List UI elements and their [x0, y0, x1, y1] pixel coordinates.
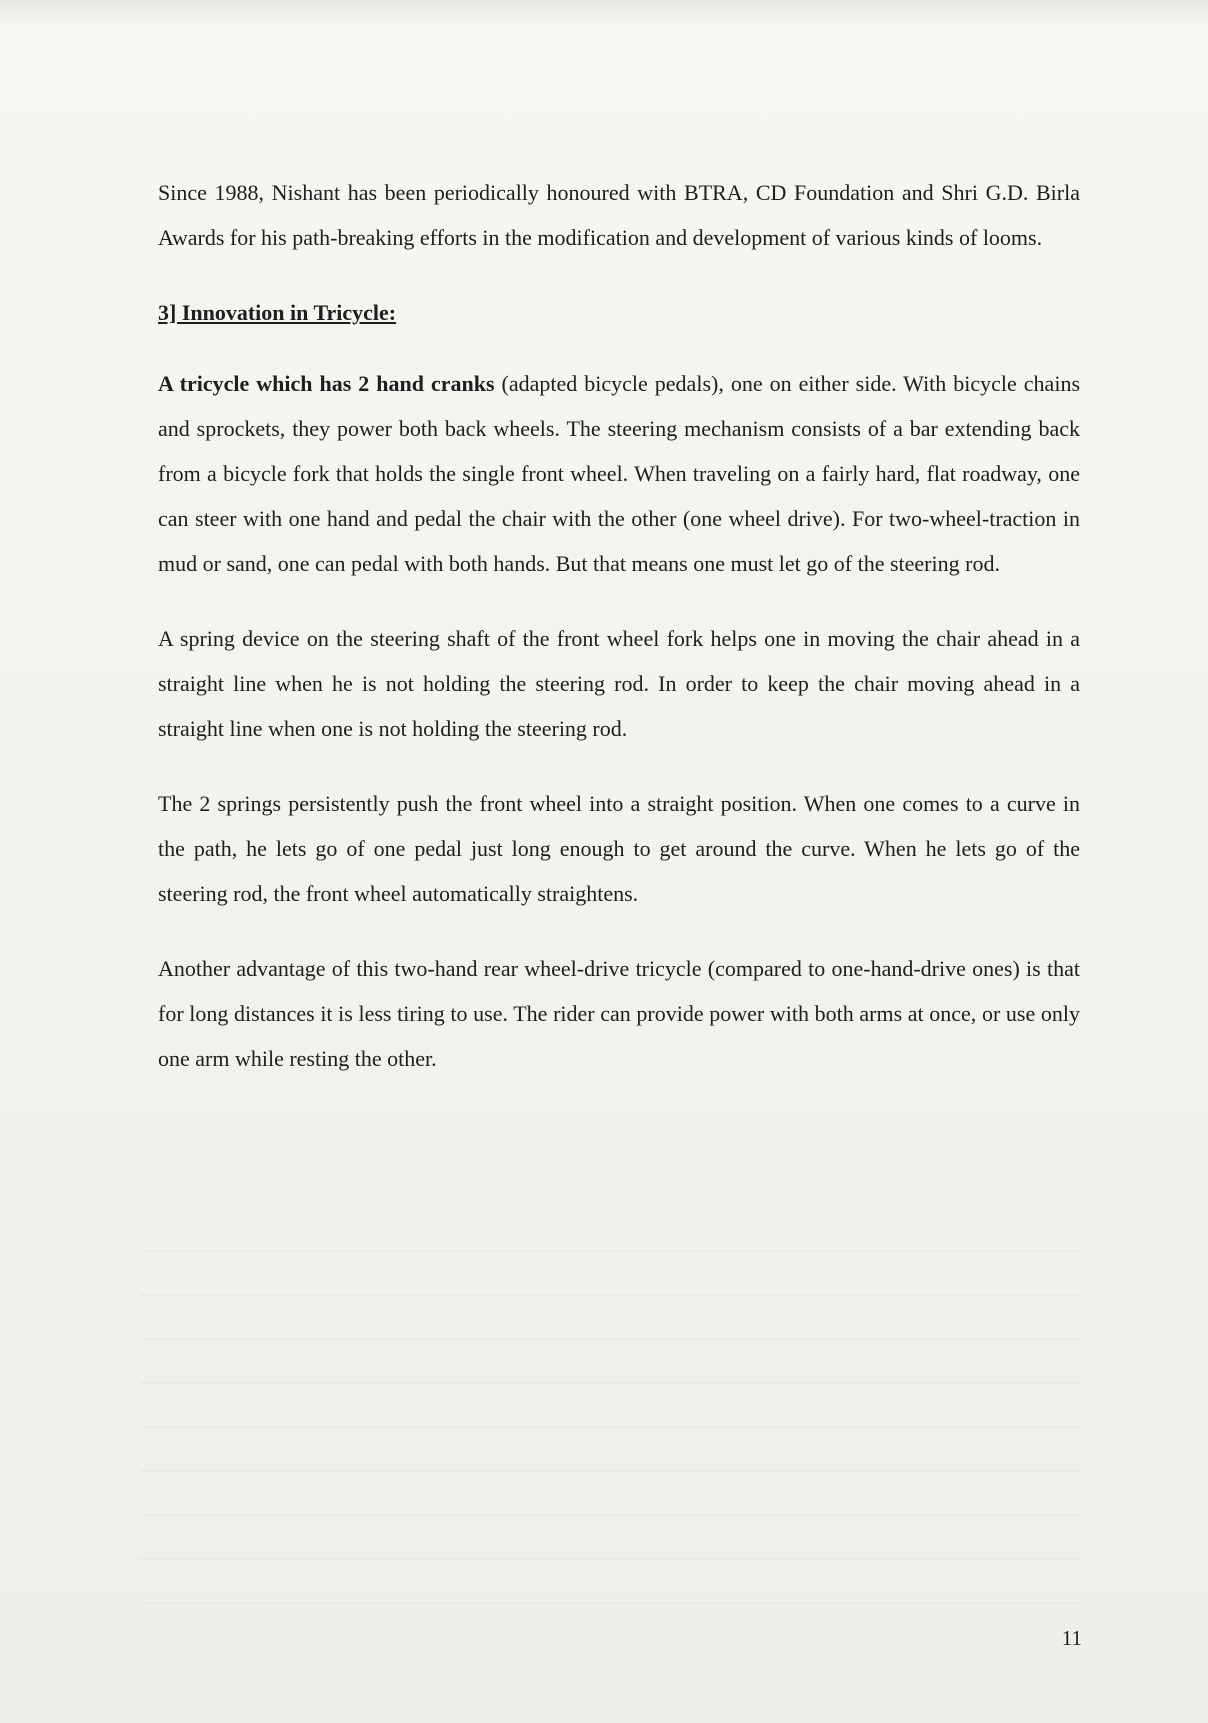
- tricycle-lead-text: A tricycle which has 2 hand cranks: [158, 371, 495, 396]
- section-heading: 3] Innovation in Tricycle:: [158, 300, 397, 325]
- page-number: 11: [1061, 1626, 1082, 1650]
- document-body: [158, 170, 1080, 1111]
- springs-paragraph: The 2 springs persistently push the front wheel into a straight position. When one comes to a curve in the path, he lets go of one pedal just long enough to get around the curve. When he lets go of the steering rod, the front wheel automatically straightens.: [158, 791, 1080, 906]
- spring-device-paragraph: A spring device on the steering shaft of the front wheel fork helps one in moving the chair ahead in a straight line when he is not holding the steering rod. In order to keep the chair moving ahead in a straight line when one is not holding the steering rod.: [158, 626, 1080, 741]
- intro-paragraph: Since 1988, Nishant has been periodically honoured with BTRA, CD Foundation and Shri G.D. Birla Awards for his path-breaking efforts in the modification and development of various kinds of looms.: [158, 180, 1080, 250]
- reverse-side-bleed: [140, 1250, 1080, 1610]
- tricycle-description-text: (adapted bicycle pedals), one on either side. With bicycle chains and sprockets, they power both back wheels. The steering mechanism consists of a bar extending back from a bicycle fork that holds the single front wheel. When traveling on a fairly hard, flat roadway, one can steer with one hand and pedal the chair with the other (one wheel drive). For two-wheel-traction in mud or sand, one can pedal with both hands. But that means one must let go of the steering rod.: [158, 371, 1080, 576]
- advantage-paragraph: Another advantage of this two-hand rear wheel-drive tricycle (compared to one-hand-drive ones) is that for long distances it is less tiring to use. The rider can provide power with both arms at once, or use only one arm while resting the other.: [158, 956, 1080, 1071]
- scan-edge-shadow: [0, 0, 1208, 28]
- tricycle-description-paragraph: [158, 361, 1080, 586]
